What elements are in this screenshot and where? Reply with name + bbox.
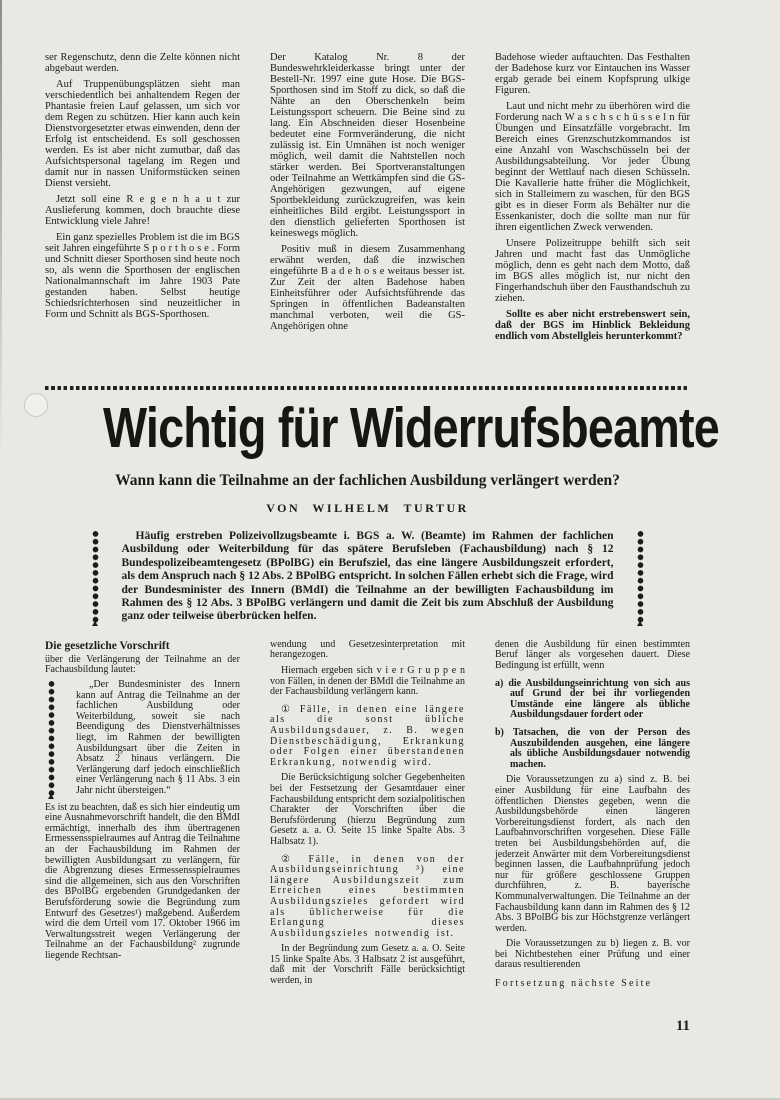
dotted-rule-right — [636, 530, 645, 624]
paragraph: Positiv muß in diesem Zusammenhang erwähnt werden, daß die inzwischen eingeführte B a d e h o s e weitaus besser ist. Zur Zeit der alten Badehose haben Einheitsführer oder Aufsichtsführende das Springen in öffentlichen Badeanstalten manchmal verboten, weil die GS-Angehörigen ohne — [270, 244, 465, 332]
body-column-1-paragraphs — [45, 803, 240, 962]
top-column-1 — [45, 52, 240, 382]
paragraph: Die Voraussetzungen zu a) sind z. B. bei einer Ausbildung für eine Laufbahn des öffentlichen Dienstes gegeben, wenn die Ausbildungsbehörde einen längeren Vorbereitungsdienst fordert, als nach den Laufbahnvorschriften vorgesehen. Diese Fälle treten bei Ausbildungsbehörden auf, die jederzeit Anwärter mit dem Vorbereitungsdienst beginnen lassen, die Laufbahnprüfung jedoch nur für größere geschlossene Gruppen durchführen, z. B. bayerische Kommunalverwaltungen. Die Teilnahme an der Fachausbildung kann dann im Rahmen des § 12 Abs. 3 BPolBG bis zur Höchstgrenze verlängert werden. — [495, 774, 690, 934]
paragraph: Badehose wieder auftauchten. Das Festhalten der Badehose kurz vor Eintauchen ins Wasser ergab gerade bei einem Kopfsprung ulkige Figuren. — [495, 52, 690, 96]
paragraph: Die Voraussetzungen zu b) liegen z. B. vor bei Nichtbestehen einer Prüfung und einer daraus resultierenden — [495, 938, 690, 971]
paragraph: Der Katalog Nr. 8 der Bundeswehrkleiderkasse bringt unter der Bestell-Nr. 1997 eine gute Hose. Die BGS-Sporthosen sind im Stoff zu dick, so daß die Nähte an den Oberschenkeln beim Leistungssport scheuern. Die Beine sind zu lang. Ein Abschneiden dieser Hosenbeine bedeutet eine Formveränderung, die nicht zulässig ist. Ein Umnähen ist noch weniger möglich, weil damit die Nahtstellen noch stärker werden. Bei Sportveranstaltungen oder Teilnahme an Wettkämpfen sind die GS-Angehörigen gezwungen, auf eigene Sportbekleidung zurückzugreifen, was kein einheitliches Bild ergibt. Leistungssport in den dienstlich gelieferten Sporthosen ist keineswegs möglich. — [270, 52, 465, 239]
section-heading: Die gesetzliche Vorschrift — [45, 639, 170, 652]
paragraph: denen die Ausbildung für einen bestimmten Beruf länger als vorgesehen dauert. Diese Bedingung ist erfüllt, wenn — [495, 639, 690, 672]
scan-edge-left — [0, 0, 2, 460]
paragraph: wendung und Gesetzesinterpretation mit herangezogen. — [270, 639, 465, 661]
paragraph: Laut und nicht mehr zu überhören wird die Forderung nach W a s c h s c h ü s s e l n für Übungen und Einsatzfälle vorgebracht. Im Bereich eines Grenzschutzkommandos ist eine Anzahl von Waschschüsseln bei der Ausbildungsabteilung. Vor jeder Übung beginnt der Wettlauf nach diesen Schüsseln. Die Kavallerie hatte früher die Möglichkeit, sich in Stalleimern zu waschen, für den BGS gibt es in dieser Form als Behälter nur die Essenkanister, doch die sollte man nur für ihren eigentlichen Zweck verwenden. — [495, 101, 690, 233]
paragraph: a) die Ausbildungseinrichtung von sich aus auf Grund der bei ihr vorliegenden Umstände eine längere als übliche Ausbildungsdauer fordert oder — [495, 677, 690, 721]
article-subtitle: Wann kann die Teilnahme an der fachlichen Ausbildung verlängert werden? — [115, 472, 620, 489]
top-article-section — [45, 52, 690, 382]
paragraph: b) Tatsachen, die von der Person des Auszubildenden ausgehen, eine längere als übliche Ausbildungsdauer notwendig machen. — [495, 727, 690, 770]
dashed-divider-rule — [45, 386, 690, 390]
paragraph: Die Berücksichtigung solcher Gegebenheiten bei der Festsetzung der Gesamtdauer einer Fachausbildung entspricht dem sozialpolitischen Charakter der Vorschriften über die Berufsförderung (hierzu Begründung zum Gesetz a. a. O. Seite 15 linke Spalte Abs. 3 Halbsatz 1). — [270, 772, 465, 847]
paragraph: In der Begründung zum Gesetz a. a. O. Seite 15 linke Spalte Abs. 3 Halbsatz 2 ist ausgeführt, daß mit der Vorschrift Fälle berücksichtigt werden, in — [270, 943, 465, 987]
body-column-3 — [495, 640, 690, 1044]
law-quote-text: „Der Bundesminister des Innern kann auf Antrag die Teilnahme an der fachlichen Ausbildung oder Weiterbildung, soweit sie nach Beendigung des Dienstverhältnisses liegt, im Rahmen der bewilligten Ausbildungsart über die Zeiten in Absatz 2 hinaus verlängern. Die Verlängerung darf jedoch einschließlich einer Verlängerung nach § 11 Abs. 3 ein Jahr nicht übersteigen.“ — [76, 679, 240, 796]
paragraph: Es ist zu beachten, daß es sich hier eindeutig um eine Ausnahmevorschrift handelt, die den BMdI ermächtigt, innerhalb des ihm übertragenen Ermessensspielraumes auf Antrag die Teilnahme an der Fachausbildung im Rahmen der bewilligten Ausbildungsart zu verlängern, für die Abgrenzung dieses Ermessensspielraumes sind die allgemeinen, sich aus den Vorschriften des BPolBG ergebenden Grundgedanken der Berufsförderung sowie die Begründung zum Entwurf des Gesetzes¹) maßgebend. Außerdem wird die dem Urteil vom 17. Oktober 1966 im Verwaltungsstreit wegen Verlängerung der Teilnahme an der Fachausbildung² zugrunde liegende Rechtsan- — [45, 801, 240, 961]
paragraph: ser Regenschutz, denn die Zelte können nicht abgebaut werden. — [45, 52, 240, 74]
lead-text: Häufig erstreben Polizeivollzugsbeamte i. BGS a. W. (Beamte) im Rahmen der fachlichen Ausbildung oder Weiterbildung für das spätere Berufsleben (Fachausbildung) nach § 12 Bundespolizeibeamtengesetz (BPolBG) ein Berufsziel, das eine längere Ausbildungszeit erfordert, als dem Anspruch nach § 12 Abs. 2 BPolBG entspricht. In solchen Fällen erhebt sich die Frage, wird der Bundesminister des Innern (BMdI) die Teilnahme an der bewilligten Fachausbildung im Rahmen des § 12 Abs. 3 BPolBG verlängern und damit die Zeit bis zum Abschluß der Ausbildung ganz oder teilweise überbrücken helfen. — [121, 530, 614, 623]
top-column-3 — [495, 52, 690, 382]
paragraph: Ein ganz spezielles Problem ist die im BGS seit Jahren eingeführte S p o r t h o s e . Form und Schnitt dieser Sporthosen sind heute noch so, als wenn die Sporthosen der englischen Nationalmannschaft im Jahre 1903 Pate gestanden haben. Selbst heutige Schiedsrichterhosen sind neuzeitlicher in Form und Schnitt als BGS-Sporthosen. — [45, 232, 240, 320]
article-headline: Wichtig für Widerrufsbeamte — [103, 396, 719, 460]
page-number: 11 — [675, 1018, 690, 1034]
paragraph: Sollte es aber nicht erstrebenswert sein, daß der BGS im Hinblick Bekleidung endlich vom Abstellgleis herunterkommt? — [495, 309, 690, 342]
article-byline: VON WILHELM TURTUR — [266, 501, 469, 515]
paragraph: Jetzt soll eine R e g e n h a u t zur Auslieferung kommen, doch brauchte diese Entwicklung viele Jahre! — [45, 194, 240, 227]
paragraph: ② Fälle, in denen von der Ausbildungseinrichtung ³) eine längere Ausbildungszeit zum Erreichen eines bestimmten Ausbildungszieles gefordert wird als üblicherweise für die Erlangung dieses Ausbildungszieles notwendig ist. — [270, 853, 465, 939]
lead-paragraph — [91, 530, 645, 624]
body-column-3-paragraphs — [495, 640, 690, 971]
section-intro: über die Verlängerung der Teilnahme an der Fachausbildung lautet: — [45, 653, 240, 676]
dotted-rule-quote — [47, 680, 56, 797]
top-column-2 — [270, 52, 465, 382]
paragraph: Unsere Polizeitruppe behilft sich seit Jahren und macht fast das Unmögliche möglich, denn es geht nach dem Motto, daß im BGS alles möglich ist, nur nicht den Fingerhandschuh über den Fausthandschuh zu ziehen. — [495, 238, 690, 304]
page-content — [45, 52, 719, 1044]
continuation-note: Fortsetzung nächste Seite — [495, 978, 653, 990]
body-column-2 — [270, 640, 465, 1044]
dotted-rule-left — [91, 530, 100, 624]
law-quote — [47, 680, 240, 797]
paragraph: Hiernach ergeben sich v i e r G r u p p e n von Fällen, in denen der BMdI die Teilnahme an der Fachausbildung verlängern kann. — [270, 665, 465, 698]
body-section — [45, 640, 690, 1044]
paragraph: ① Fälle, in denen eine längere als die sonst übliche Ausbildungsdauer, z. B. wegen Dienstbeschädigung, Erkrankung oder Folgen einer überstandenen Erkrankung, notwendig wird. — [270, 703, 465, 768]
paragraph: Auf Truppenübungsplätzen sieht man verschiedentlich bei anhaltendem Regen der Phantasie freien Lauf gelassen, um sich vor dem Regen zu schützen. Hier kann auch kein Dienstvorgesetzter etwas einwenden, denn der Erfolg ist entscheidend. Es soll geschossen werden. Es ist aber nicht zumutbar, daß das Aufsichtspersonal tagelang im Regen und damit nur in nassen Uniformstücken seinen Dienst versieht. — [45, 79, 240, 189]
body-column-1 — [45, 640, 240, 1044]
